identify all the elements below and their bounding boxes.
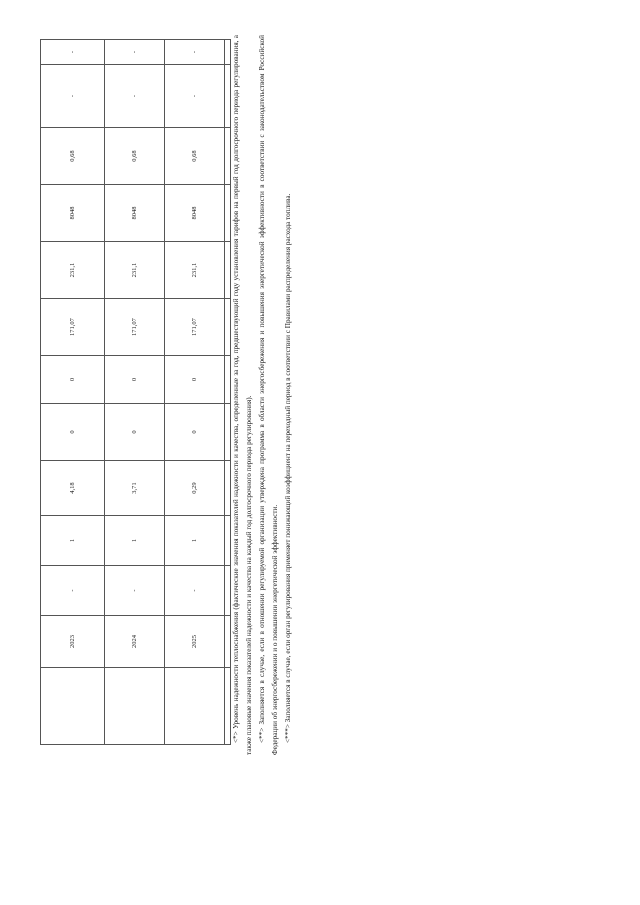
- table-cell: [165, 668, 225, 745]
- table-cell: [105, 668, 165, 745]
- table-cell: 2023: [41, 616, 105, 668]
- table-cell: 1: [41, 516, 105, 566]
- table-cell: 171,07: [41, 299, 105, 356]
- table-cell: 1: [165, 516, 225, 566]
- table-cell: 0: [105, 404, 165, 461]
- table-cell: 8048: [41, 185, 105, 242]
- table-cell: 8048: [105, 185, 165, 242]
- table-cell: 0,68: [105, 128, 165, 185]
- table-cell: 0: [165, 356, 225, 404]
- table-cell: 0: [41, 404, 105, 461]
- table-cell: 171,07: [105, 299, 165, 356]
- table-cell: 2025: [165, 616, 225, 668]
- table-cell: -: [105, 40, 165, 65]
- table-row: [41, 40, 105, 745]
- table-cell: 0,68: [41, 128, 105, 185]
- table-cell: -: [165, 566, 225, 616]
- table-cell: -: [165, 65, 225, 128]
- footnotes: [230, 35, 295, 755]
- table-row: [165, 40, 225, 745]
- table-row: [105, 40, 165, 745]
- table-cell: 231,1: [105, 242, 165, 299]
- table-cell: 8048: [165, 185, 225, 242]
- table-cell: 231,1: [41, 242, 105, 299]
- table-cell: 0: [105, 356, 165, 404]
- table-cell: -: [165, 40, 225, 65]
- table-cell: -: [41, 566, 105, 616]
- table-cell: -: [105, 65, 165, 128]
- footnote: <**> Заполняется в случае, если в отношении регулируемой организации утверждена программа в области энергосбережения и повышения энергетической эффективности в соответствии с законодательством Российской Федерации об энергосбережении и о повышении энергетической эффективности.: [258, 35, 279, 755]
- table-cell: 4,18: [41, 461, 105, 516]
- table-cell: 171,07: [165, 299, 225, 356]
- table-cell: 2024: [105, 616, 165, 668]
- table-cell: 3,71: [105, 461, 165, 516]
- footnote: <*> Уровень надежности теплоснабжения (фактические значения показателей надежности и качества, определенные за год, предшествующий году установления тарифов на первый год долгосрочного периода регулирования, а также плановые значения показателей надежности и качества на каждый год долгосрочного периода регулирования).: [232, 35, 253, 755]
- table-cell: 0,68: [165, 128, 225, 185]
- table-cell: [41, 668, 105, 745]
- table-cell: 0: [165, 404, 225, 461]
- table-cell: -: [41, 65, 105, 128]
- table-cell: -: [105, 566, 165, 616]
- table-cell: 231,1: [165, 242, 225, 299]
- table-cell: -: [41, 40, 105, 65]
- tariff-table: [40, 39, 231, 745]
- table-cell: 1: [105, 516, 165, 566]
- table-cell: 0,29: [165, 461, 225, 516]
- footnote: <***> Заполняется в случае, если орган регулирования применяет понижающий коэффициент на переходный период в соответствии с Правилами распределения расхода топлива.: [284, 193, 292, 743]
- table-cell: 0: [41, 356, 105, 404]
